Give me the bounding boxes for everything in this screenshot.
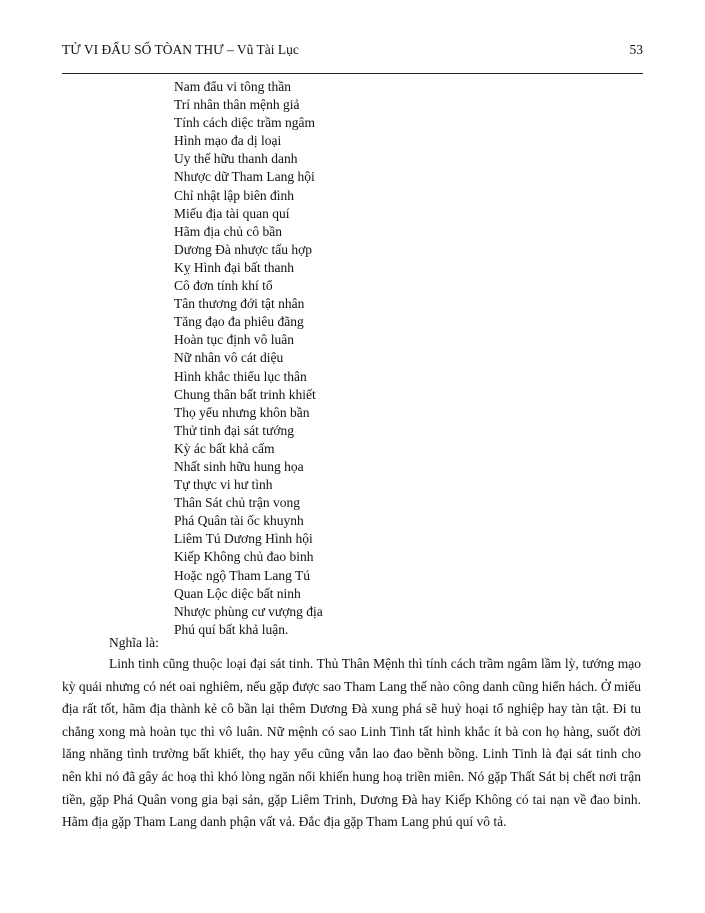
poem-line: Thọ yểu nhưng khôn bần [174, 404, 310, 420]
meaning-label: Nghĩa là: [109, 635, 159, 650]
poem-line: Tăng đạo đa phiêu đãng [174, 314, 304, 330]
poem-line: Nhược dữ Tham Lang hội [174, 169, 315, 185]
meaning-paragraph: Linh tinh cũng thuộc loại đại sát tinh. Thủ Thân Mệnh thì tính cách trầm ngâm lầm lỳ, tướng mạo kỳ quái nhưng có nét oai nghiêm, nếu gặp được sao Tham Lang thế nào công danh cũng hiển hách. Ở miếu địa rất tốt, hãm địa thành kẻ cô bần lại thêm Dương Đà xung phá sẽ huỷ hoại tổ nghiệp hay tàn tật. Đi tu chẳng xong mà hoàn tục thì vô luân. Nữ mệnh có sao Linh Tinh tất hình khắc ít bà con họ hàng, suốt đời lăng nhăng tình trường bất khiết, thọ hay yểu cũng vẫn lao đao bềnh bồng. Linh Tinh là đại sát tinh cho nên khi nó đã gây ác hoạ thì khó lòng ngăn nổi khiến hung hoạ triền miên. Nó gặp Thất Sát bị chết nơi trận tiền, gặp Phá Quân vong gia bại sản, gặp Liêm Trinh, Dương Đà hay Kiếp Không có tai nạn về đao binh. Hãm địa gặp Tham Lang danh phận vất vả. Đắc địa gặp Tham Lang phú quí vô tả. [62, 656, 641, 830]
poem-line: Trí nhân thân mệnh giả [174, 97, 300, 113]
poem-line: Hình mạo đa dị loại [174, 133, 282, 149]
poem-line: Quan Lộc diệc bất ninh [174, 585, 301, 601]
poem-line: Phá Quân tài ốc khuynh [174, 513, 304, 529]
page-header [62, 42, 643, 62]
page-number: 53 [629, 42, 643, 57]
poem-line: Nhất sinh hữu hung họa [174, 458, 304, 474]
poem-line: Nhược phùng cư vượng địa [174, 603, 323, 619]
poem-line: Hình khắc thiểu lục thân [174, 368, 307, 384]
poem-line: Liêm Tú Dương Hình hội [174, 531, 313, 547]
poem-line: Tính cách diệc trầm ngâm [174, 115, 315, 131]
poem-line: Chung thân bất trinh khiết [174, 386, 316, 402]
poem-line: Uy thế hữu thanh danh [174, 151, 298, 167]
poem-line: Hãm địa chủ cô bần [174, 223, 282, 239]
poem-line: Kỵ Hình đại bất thanh [174, 259, 294, 275]
poem-line: Tân thương đới tật nhân [174, 296, 305, 312]
poem-line: Dương Đà nhược tấu hợp [174, 241, 313, 257]
header-rule [62, 73, 643, 74]
poem-line: Chỉ nhật lập biên đình [174, 187, 294, 203]
poem-line: Nữ nhân vô cát diệu [174, 350, 284, 366]
poem-line: Thử tinh đại sát tướng [174, 422, 295, 438]
poem-line: Nam đẩu vi tông thần [174, 79, 291, 94]
poem-line: Thân Sát chủ trận vong [174, 495, 300, 511]
running-title: TỬ VI ĐẨU SỐ TÒAN THƯ – Vũ Tài Lục [62, 42, 299, 57]
poem-line: Miếu địa tài quan quí [174, 205, 290, 221]
poem-line: Hoặc ngộ Tham Lang Tú [174, 567, 310, 583]
poem-line: Kiếp Không chủ đao binh [174, 549, 314, 565]
poem-line: Kỳ ác bất khả cấm [174, 440, 275, 456]
poem-line: Hoàn tục định vô luân [174, 332, 294, 348]
poem-line: Phú quí bất khả luận. [174, 621, 289, 637]
poem-line: Tự thực vi hư tình [174, 477, 273, 493]
poem-block [174, 78, 323, 639]
poem-line: Cô đơn tính khí tổ [174, 278, 273, 294]
